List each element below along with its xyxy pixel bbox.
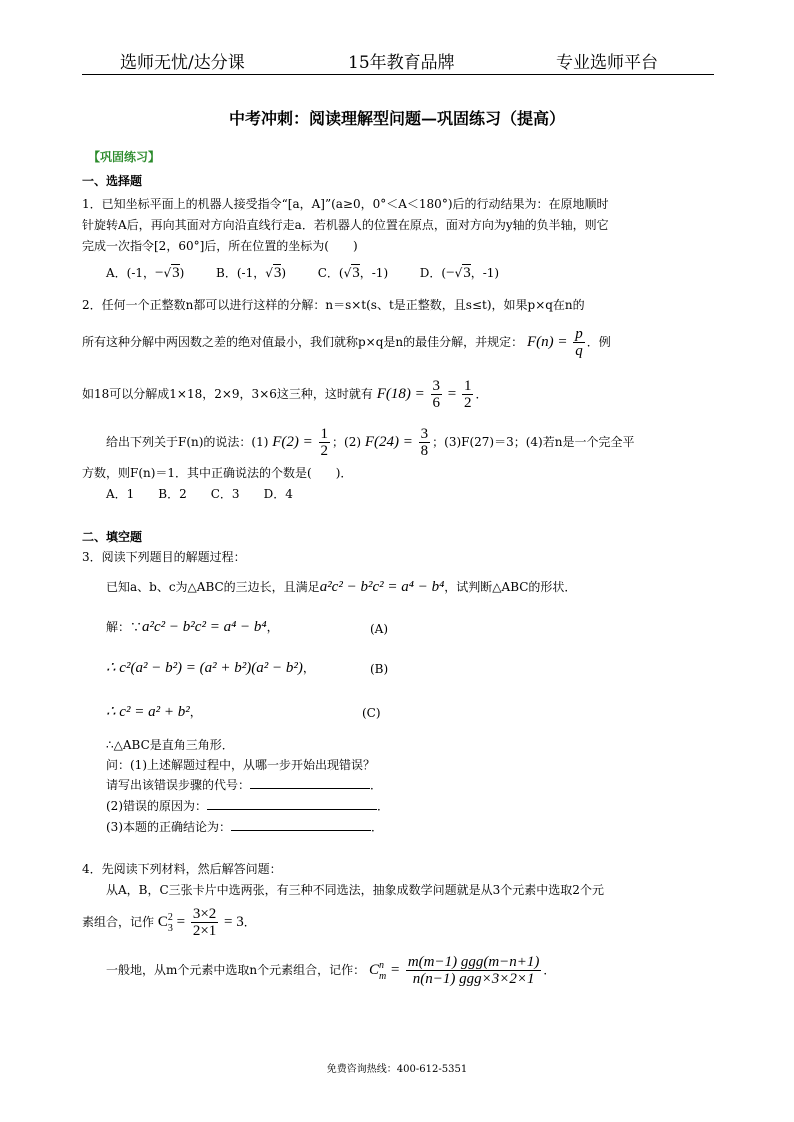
f18-formula: F(18) = $\frac{3}{6}$ = $\frac{1}{2}$ [376,378,472,411]
q3-step-b: ∴ c²(a² − b²) = (a² + b²)(a² − b²)， [106,660,315,676]
answer-blank-3[interactable] [231,818,371,831]
section-choice-heading: 一、选择题 [82,174,143,188]
q1-option-c: C．(√3，-1) [317,265,389,281]
q1-option-b: B．(-1，√3) [216,265,287,281]
answer-blank-1[interactable] [250,776,370,789]
header-right-text: 专业选师平台 [556,53,658,73]
q2-line1: 2．任何一个正整数n都可以进行这样的分解：n＝s×t(s、t是正整数，且s≤t)，如果p×q在n的 [82,298,585,312]
q1-options [106,264,499,282]
f-n-formula: F(n) = $\frac{p}{q}$ [526,326,583,359]
q2-line4: 给出下列关于F(n)的说法：(1) F(2) = $\frac{1}{2}$ ；(2) F(24) = $\frac{3}{8}$ ；(3)F(27)＝3；(4)若n是一个完全平 [106,426,635,459]
q2-options: A．1 B．2 C．3 D．4 [106,487,293,501]
q3-intro: 3．阅读下列题目的解题过程： [82,550,246,564]
q1-line2: 针旋转A后，再向其面对方向沿直线行走a．若机器人的位置在原点，面对方向为y轴的负半轴，则它 [82,218,609,232]
q4-intro: 4．先阅读下列材料，然后解答问题： [82,862,282,876]
q2-line3: 如18可以分解成1×18，2×9，3×6这三种，这时就有 F(18) = $\frac{3}{6}$ = $\frac{1}{2}$ ． [82,378,488,411]
q3-label-b: (B) [370,662,389,676]
cmn-formula: C n m = $\frac{\text{m(m−1) ggg(m−n+1)}}{\text{n(n−1) ggg×3×2×1}}$ [368,954,540,987]
q4-line3: 一般地，从m个元素中选取n个元素组合，记作： C n m = $\frac{\text{m(m−1) ggg(m−n+1)}}{\text{n(n−1) ggg×3×2×1}}$ ． [106,954,556,987]
q3-step-c: ∴ c² = a² + b²， [106,704,202,720]
q3-ask1b: 请写出该错误步骤的代号： ． [106,778,383,792]
q3-label-a: (A) [370,622,389,636]
q3-conclusion: ∴△ABC是直角三角形． [106,738,234,752]
q4-line2: 素组合，记作 C 2 3 = $\frac{3\times 2}{2\times 1}$ = 3． [82,906,256,939]
q2-line5: 方数，则F(n)＝1．其中正确说法的个数是( )． [82,466,353,480]
q1-option-a: A．(-1，−√3) [106,265,185,281]
q3-ask3: (3)本题的正确结论为： ． [106,820,384,834]
header-left-text: 选师无忧/达分课 [120,53,245,73]
page-title: 中考冲刺：阅读理解型问题—巩固练习（提高） [228,109,565,128]
q3-step-a: 解：∵a²c² − b²c² = a⁴ − b⁴， [106,619,279,635]
f24-formula: F(24) = $\frac{3}{8}$ [364,426,429,459]
q4-line1: 从A，B，C三张卡片中选两张，有三种不同选法，抽象成数学问题就是从3个元素中选取2个元 [106,883,604,897]
f2-formula: F(2) = $\frac{1}{2}$ [272,426,329,459]
header-rule [82,74,714,75]
q3-ask2: (2)错误的原因为： ． [106,799,390,813]
q1-line1: 1．已知坐标平面上的机器人接受指令“[a，A]”(a≥0，0°＜A＜180°)后的行动结果为：在原地顺时 [82,197,609,211]
header-center-text: 15年教育品牌 [348,53,455,73]
q2-line2: 所有这种分解中两因数之差的绝对值最小，我们就称p×q是n的最佳分解，并规定： F(n) = $\frac{p}{q}$ ．例 [82,326,611,359]
q3-ask1: 问：(1)上述解题过程中，从哪一步开始出现错误？ [106,758,375,772]
practice-tag: 【巩固练习】 [88,150,161,164]
q1-option-d: D．(−√3，-1) [419,265,500,281]
q3-given: 已知a、b、c为△ABC的三边长，且满足a²c² − b²c² = a⁴ − b⁴，试判断△ABC的形状． [106,579,577,595]
section-fill-heading: 二、填空题 [82,530,143,544]
q1-line3: 完成一次指令[2，60°]后，所在位置的坐标为( ) [82,239,358,253]
answer-blank-2[interactable] [207,797,377,810]
footer-hotline: 免费咨询热线：400-612-5351 [326,1064,468,1075]
c32-formula: C 2 3 = $\frac{3\times 2}{2\times 1}$ = 3 [157,906,244,939]
q3-label-c: (C) [362,706,381,720]
